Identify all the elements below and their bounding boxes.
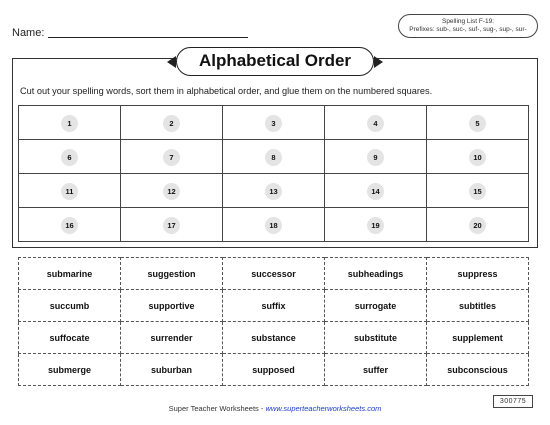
square-number: 20	[469, 217, 486, 234]
square-number: 11	[61, 183, 78, 200]
word-row	[19, 258, 529, 290]
word-card[interactable]: successor	[223, 258, 325, 290]
word-card[interactable]: surrogate	[325, 290, 427, 322]
square-number: 13	[265, 183, 282, 200]
numbered-square[interactable]	[223, 174, 325, 208]
word-card[interactable]: succumb	[19, 290, 121, 322]
square-number: 8	[265, 149, 282, 166]
word-card[interactable]: suppress	[427, 258, 529, 290]
numbered-square[interactable]	[19, 208, 121, 242]
numbered-squares-grid	[18, 105, 529, 242]
page-title: Alphabetical Order	[198, 51, 352, 70]
number-row	[19, 106, 529, 140]
word-card[interactable]: substance	[223, 322, 325, 354]
word-card[interactable]: suggestion	[121, 258, 223, 290]
numbered-square[interactable]	[19, 174, 121, 208]
word-card[interactable]: submerge	[19, 354, 121, 386]
number-row	[19, 174, 529, 208]
numbered-square[interactable]	[427, 174, 529, 208]
word-row	[19, 290, 529, 322]
instructions: Cut out your spelling words, sort them in alphabetical order, and glue them on the numbered squares.	[20, 86, 433, 96]
square-number: 14	[367, 183, 384, 200]
spelling-list-badge	[398, 14, 538, 38]
footer-brand: Super Teacher Worksheets -	[168, 404, 266, 413]
numbered-square[interactable]	[121, 208, 223, 242]
numbered-square[interactable]	[325, 106, 427, 140]
word-card[interactable]: suffix	[223, 290, 325, 322]
word-card[interactable]: subconscious	[427, 354, 529, 386]
numbered-square[interactable]	[325, 174, 427, 208]
numbered-square[interactable]	[427, 106, 529, 140]
arrow-right-icon	[374, 56, 383, 68]
number-row	[19, 140, 529, 174]
title-pill	[176, 47, 374, 76]
square-number: 12	[163, 183, 180, 200]
spelling-list-title: Spelling List F-19:	[441, 18, 495, 25]
word-row	[19, 322, 529, 354]
numbered-square[interactable]	[121, 174, 223, 208]
numbered-square[interactable]	[223, 140, 325, 174]
square-number: 18	[265, 217, 282, 234]
name-line[interactable]	[48, 37, 248, 38]
square-number: 16	[61, 217, 78, 234]
numbered-square[interactable]	[325, 208, 427, 242]
word-card[interactable]: surrender	[121, 322, 223, 354]
numbered-square[interactable]	[121, 106, 223, 140]
numbered-square[interactable]	[121, 140, 223, 174]
square-number: 5	[469, 115, 486, 132]
number-row	[19, 208, 529, 242]
word-card[interactable]: suburban	[121, 354, 223, 386]
word-card[interactable]: subtitles	[427, 290, 529, 322]
word-card[interactable]: suffocate	[19, 322, 121, 354]
numbered-square[interactable]	[427, 140, 529, 174]
word-card[interactable]: supposed	[223, 354, 325, 386]
numbered-square[interactable]	[325, 140, 427, 174]
square-number: 15	[469, 183, 486, 200]
square-number: 6	[61, 149, 78, 166]
spelling-list-prefixes: Prefixes: sub-, suc-, suf-, sug-, sup-, sur-	[409, 26, 527, 33]
word-card[interactable]: supportive	[121, 290, 223, 322]
numbered-square[interactable]	[223, 208, 325, 242]
numbered-square[interactable]	[223, 106, 325, 140]
square-number: 2	[163, 115, 180, 132]
square-number: 9	[367, 149, 384, 166]
square-number: 4	[367, 115, 384, 132]
word-card[interactable]: suffer	[325, 354, 427, 386]
numbered-square[interactable]	[19, 106, 121, 140]
spelling-words-grid	[18, 257, 529, 386]
word-card[interactable]: substitute	[325, 322, 427, 354]
numbered-square[interactable]	[19, 140, 121, 174]
word-card[interactable]: subheadings	[325, 258, 427, 290]
square-number: 10	[469, 149, 486, 166]
square-number: 17	[163, 217, 180, 234]
footer	[0, 404, 550, 413]
square-number: 1	[61, 115, 78, 132]
word-card[interactable]: submarine	[19, 258, 121, 290]
arrow-left-icon	[167, 56, 176, 68]
numbered-square[interactable]	[427, 208, 529, 242]
square-number: 3	[265, 115, 282, 132]
footer-url-link[interactable]: www.superteacherworksheets.com	[265, 404, 382, 413]
worksheet-code: 300775	[493, 395, 533, 408]
name-label: Name:	[12, 27, 45, 39]
square-number: 7	[163, 149, 180, 166]
square-number: 19	[367, 217, 384, 234]
word-row	[19, 354, 529, 386]
word-card[interactable]: supplement	[427, 322, 529, 354]
